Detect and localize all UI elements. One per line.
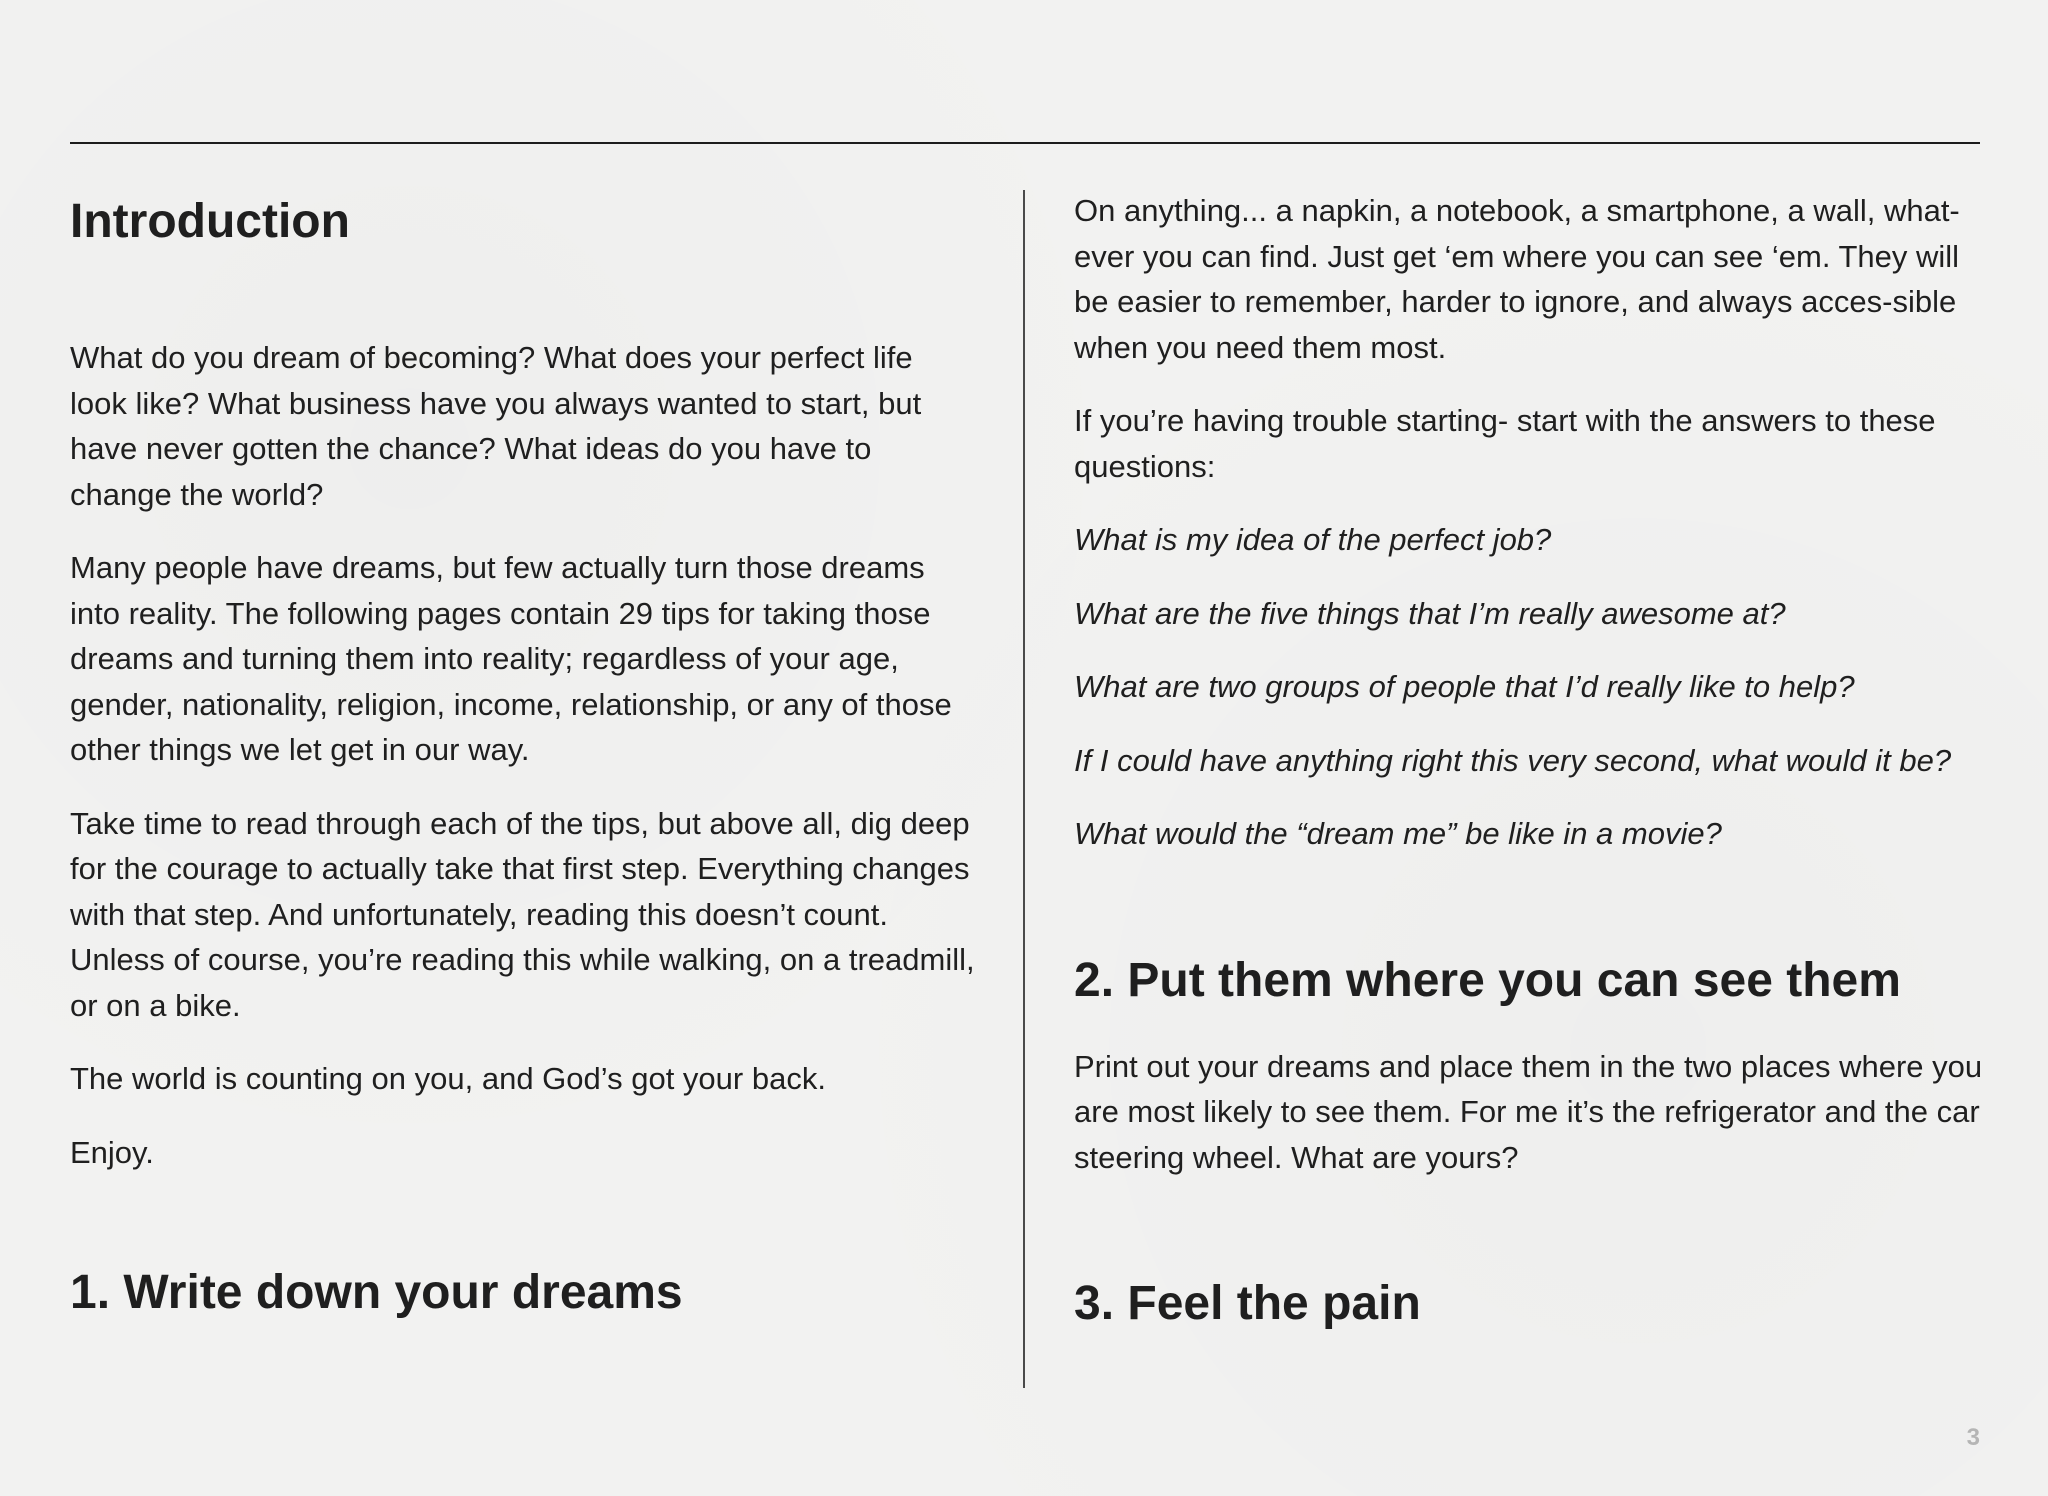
right-column — [1074, 180, 1994, 1331]
section-2-title: 2. Put them where you can see them — [1074, 953, 1901, 1007]
page-number: 3 — [1966, 1424, 1980, 1451]
section-3-title: 3. Feel the pain — [1074, 1277, 1421, 1331]
right-paragraph-1: On anything... a napkin, a notebook, a smartphone, a wall, what-ever you can find. Just get ‘em where you can see ‘em. They will be easier to remember, harder to ignore, and always acces-sible when you need them most. — [1074, 193, 1960, 365]
right-paragraph-2: If you’re having trouble starting- start with the answers to these questions: — [1074, 403, 1936, 484]
intro-title: Introduction — [70, 195, 350, 248]
question-2: What are the five things that I’m really awesome at? — [1074, 595, 1786, 631]
question-5: What would the “dream me” be like in a movie? — [1074, 816, 1722, 851]
intro-paragraph-5: Enjoy. — [70, 1134, 154, 1170]
question-4: If I could have anything right this very second, what would it be? — [1074, 742, 1952, 778]
question-1: What is my idea of the perfect job? — [1074, 522, 1552, 557]
intro-paragraph-2: Many people have dreams, but few actually turn those dreams into reality. The following pages contain 29 tips for taking those dreams and turning them into reality; regardless of your age, gender, nationality, religion, income, relationship, or any of those other things we let get in our way. — [70, 550, 952, 768]
section-2-text: Print out your dreams and place them in the two places where you are most likely to see them. For me it’s the refrigerator and the car steering wheel. What are yours? — [1074, 1048, 1983, 1175]
section-1-title: 1. Write down your dreams — [70, 1266, 683, 1320]
top-rule — [70, 142, 1980, 144]
intro-paragraph-4: The world is counting on you, and God’s got your back. — [70, 1061, 826, 1097]
intro-paragraph-1: What do you dream of becoming? What does your perfect life look like? What business have you always wanted to start, but have never gotten the chance? What ideas do you have to change the world? — [70, 340, 922, 512]
left-column — [70, 180, 975, 1320]
intro-paragraph-3: Take time to read through each of the tips, but above all, dig deep for the courage to actually take that first step. Everything changes with that step. And unfortunately, reading this doesn’t count. Unless of course, you’re reading this while walking, on a treadmill, or on a bike. — [70, 805, 975, 1023]
question-3: What are two groups of people that I’d really like to help? — [1074, 669, 1855, 704]
column-divider — [1023, 190, 1025, 1388]
